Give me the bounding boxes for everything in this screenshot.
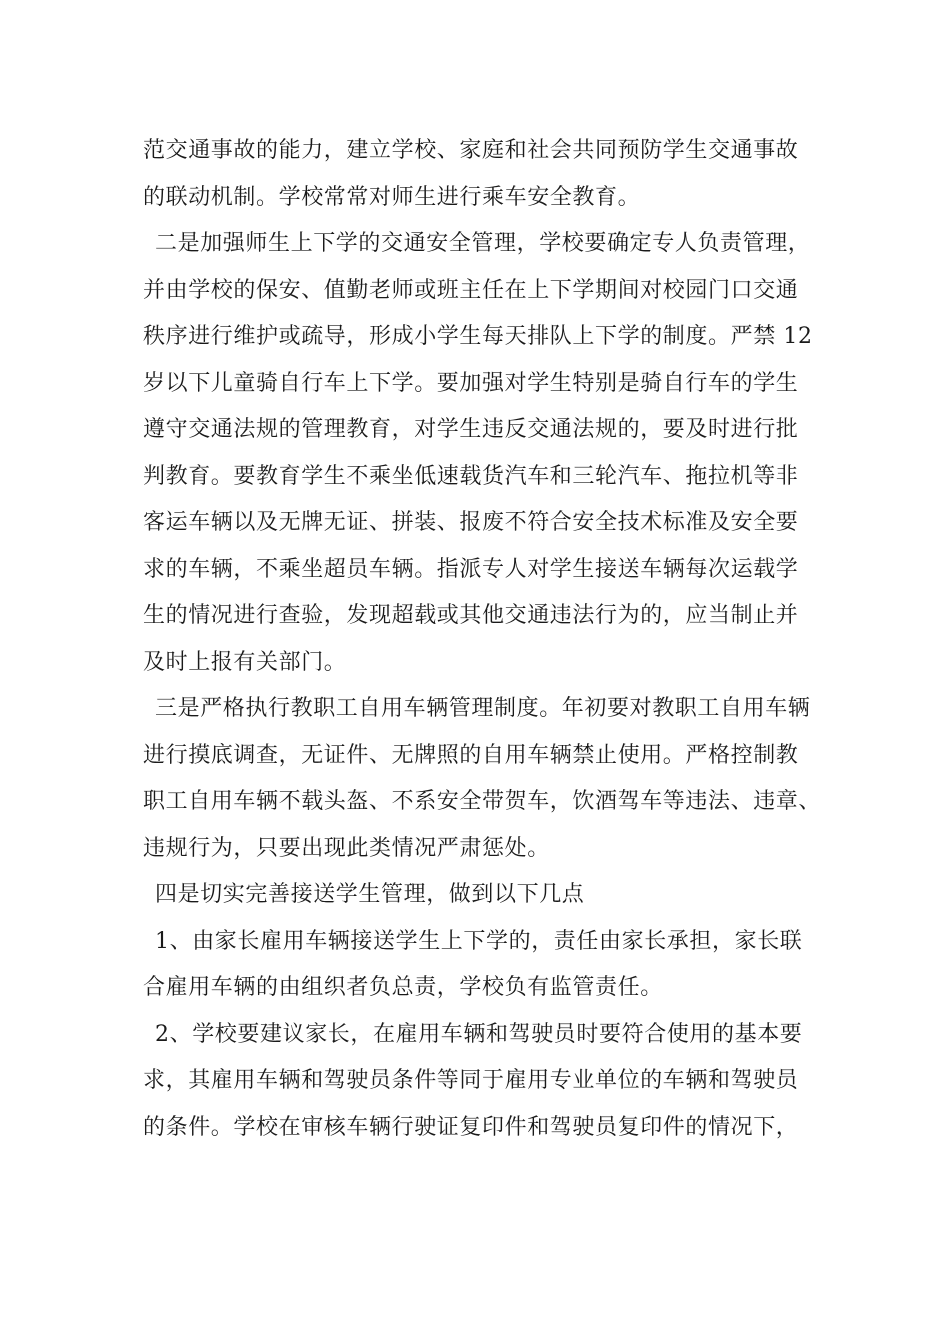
text-line: 岁以下儿童骑自行车上下学。要加强对学生特别是骑自行车的学生 [143, 370, 799, 396]
text-line: 并由学校的保安、值勤老师或班主任在上下学期间对校园门口交通 [143, 277, 799, 303]
paragraph-start-line: 三是严格执行教职工自用车辆管理制度。年初要对教职工自用车辆 [155, 696, 811, 721]
paragraph-start-line: 1、由家长雇用车辆接送学生上下学的，责任由家长承担，家长联 [155, 928, 803, 954]
text-line: 秩序进行维护或疏导，形成小学生每天排队上下学的制度。严禁 12 [143, 324, 813, 349]
body-text [143, 128, 822, 1151]
text-line: 范交通事故的能力，建立学校、家庭和社会共同预防学生交通事故 [143, 138, 799, 163]
text-line: 合雇用车辆的由组织者负总责，学校负有监管责任。 [143, 975, 663, 1000]
text-line: 判教育。要教育学生不乘坐低速载货汽车和三轮汽车、拖拉机等非 [143, 463, 799, 489]
text-line: 生的情况进行查验，发现超载或其他交通违法行为的，应当制止并 [143, 603, 799, 628]
text-line: 违规行为，只要出现此类情况严肃惩处。 [143, 835, 550, 861]
text-line: 进行摸底调查，无证件、无牌照的自用车辆禁止使用。严格控制教 [143, 742, 799, 768]
text-line: 职工自用车辆不载头盔、不系安全带贺车，饮酒驾车等违法、违章、 [143, 789, 822, 814]
text-line: 的条件。学校在审核车辆行驶证复印件和驾驶员复印件的情况下， [143, 1114, 799, 1140]
text-line: 求，其雇用车辆和驾驶员条件等同于雇用专业单位的车辆和驾驶员 [143, 1068, 799, 1093]
text-line: 求的车辆，不乘坐超员车辆。指派专人对学生接送车辆每次运载学 [143, 556, 799, 582]
text-line: 遵守交通法规的管理教育，对学生违反交通法规的，要及时进行批 [143, 417, 799, 442]
text-line: 及时上报有关部门。 [143, 649, 347, 675]
paragraph-start-line: 二是加强师生上下学的交通安全管理，学校要确定专人负责管理， [155, 231, 811, 256]
text-line: 的联动机制。学校常常对师生进行乘车安全教育。 [143, 184, 641, 210]
paragraph-start-line: 2、学校要建议家长，在雇用车辆和驾驶员时要符合使用的基本要 [155, 1021, 803, 1047]
text-line: 客运车辆以及无牌无证、拼装、报废不符合安全技术标准及安全要 [143, 510, 799, 535]
paragraph-start-line: 四是切实完善接送学生管理，做到以下几点 [155, 882, 585, 907]
